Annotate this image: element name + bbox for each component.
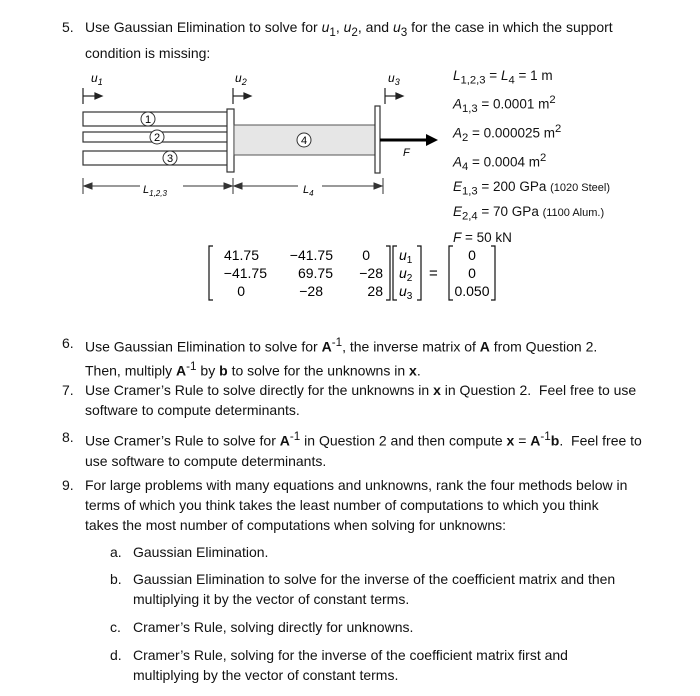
question-5-text: Use Gaussian Elimination to solve for $u_1$, $u_2$, and $u_3$ for the case in which the support condition is missing:	[85, 19, 613, 61]
prop-lengths: $L_{1,2,3} = L_4 = 1$ m	[453, 68, 553, 87]
bar-1-number: 1	[144, 114, 152, 126]
u1-label: $u_1$	[91, 71, 103, 87]
bar-4-number: 4	[300, 135, 308, 147]
f-2: 0	[468, 265, 476, 281]
prop-area-4: $A_4 = 0.0004$ $m^2$	[453, 151, 547, 173]
option-d: d. Cramer’s Rule, solving for the inverse of the coefficient matrix first and multiplying by the vector of constant terms.	[110, 647, 568, 683]
k-12: −41.75	[289, 247, 333, 263]
bar-3-number: 3	[166, 153, 174, 165]
bar-3	[83, 151, 228, 165]
force-label: F	[403, 147, 410, 159]
question-7	[62, 380, 672, 420]
k-21: −41.75	[223, 265, 267, 281]
force-arrowhead	[426, 134, 438, 146]
prop-modulus-13: $E_{1,3} = 200$ GPa (1020 Steel)	[453, 179, 611, 198]
k-32: −28	[299, 283, 323, 299]
prop-force: F = 50 kN	[453, 229, 512, 245]
u-1: $u_1$	[399, 247, 413, 266]
question-8-text: Use Cramer’s Rule to solve for $A^{-1}$ in Question 2 and then compute $x = A^{-1}b$. Feel free to use software to compute determinants.	[85, 430, 642, 469]
question-number: 6.	[62, 335, 74, 351]
question-number: 7.	[62, 382, 74, 398]
question-number: 9.	[62, 477, 74, 493]
matrix-equation	[205, 243, 505, 303]
k-13: 0	[362, 247, 370, 263]
prop-area-13: $A_{1,3} = 0.0001$ $m^2$	[453, 94, 556, 116]
f-3: 0.050	[454, 283, 490, 299]
f-1: 0	[468, 247, 476, 263]
option-a: a. Gaussian Elimination.	[110, 544, 269, 560]
u3-label: $u_3$	[388, 71, 400, 87]
question-9	[62, 475, 672, 535]
rigid-plate	[227, 109, 234, 172]
k-33: 28	[367, 283, 383, 299]
end-plate	[375, 106, 380, 173]
k-11: 41.75	[223, 247, 259, 263]
question-7-text: Use Cramer’s Rule to solve directly for the unknowns in x in Question 2. Feel free to use software to compute determinants.	[85, 382, 637, 418]
prop-modulus-24: $E_{2,4} = 70$ GPa (1100 Alum.)	[453, 204, 605, 224]
u-2: $u_2$	[399, 265, 413, 284]
k-31: 0	[237, 283, 245, 299]
question-8	[62, 427, 672, 471]
question-5	[62, 17, 672, 63]
question-6-text: Use Gaussian Elimination to solve for $A^{-1}$, the inverse matrix of A from Question 2. Then, multiply $A^{-1}$ by b to solve for the unknowns in x.	[85, 336, 598, 379]
k-23: −28	[359, 265, 383, 281]
L123-dim-label: $L_{1,2,3}$	[143, 184, 167, 198]
material-properties	[453, 66, 610, 247]
bar-system-figure	[0, 65, 440, 215]
question-number: 5.	[62, 19, 74, 35]
option-c: c. Cramer’s Rule, solving directly for unknowns.	[110, 619, 414, 635]
question-6	[62, 333, 672, 380]
bar-2-number: 2	[153, 132, 161, 144]
question-number: 8.	[62, 429, 74, 445]
question-9-text: For large problems with many equations and unknowns, rank the four methods below in terms of which you think takes the least number of computations to which you think takes the most number of computations when solving for unknowns:	[85, 477, 628, 533]
prop-area-2: $A_2 = 0.000025$ $m^2$	[453, 122, 562, 145]
option-b: b. Gaussian Elimination to solve for the inverse of the coefficient matrix and then multiplying it by the vector of constant terms.	[110, 571, 616, 607]
u-3: $u_3$	[399, 283, 413, 302]
k-22: 69.75	[297, 265, 333, 281]
L4-dim-label: $L_4$	[303, 184, 314, 198]
u2-label: $u_2$	[235, 71, 247, 87]
equals-sign: =	[429, 265, 438, 282]
